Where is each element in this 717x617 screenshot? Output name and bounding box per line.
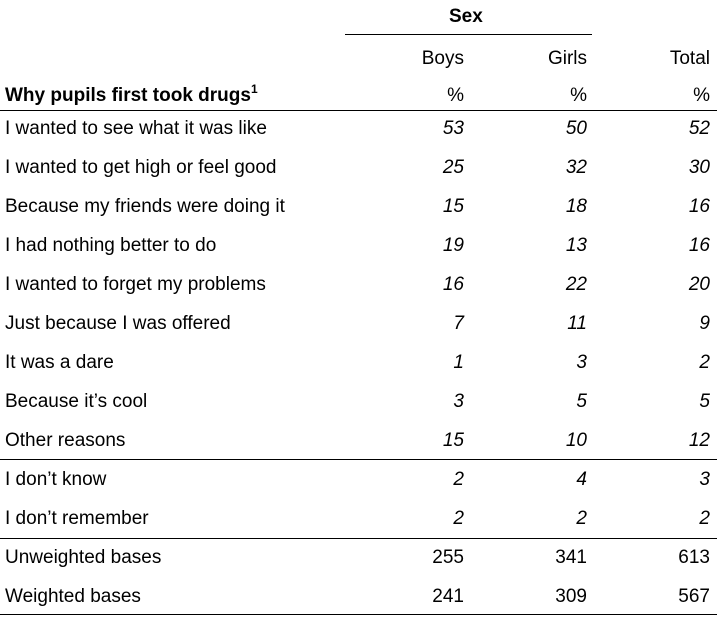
cell-total: 12 xyxy=(688,430,710,451)
section-rule xyxy=(0,459,717,460)
cell-girls: 22 xyxy=(565,274,587,295)
row-label: I wanted to get high or feel good xyxy=(5,157,277,178)
cell-boys: 53 xyxy=(442,118,464,139)
cell-boys: 16 xyxy=(442,274,464,295)
cell-girls: 11 xyxy=(567,313,587,334)
row-label: Just because I was offered xyxy=(5,313,231,334)
base-boys: 255 xyxy=(432,547,464,568)
row-label: I wanted to forget my problems xyxy=(5,274,266,295)
sex-group-header: Sex xyxy=(449,6,483,27)
unit-boys: % xyxy=(447,85,464,106)
row-label: I wanted to see what it was like xyxy=(5,118,267,139)
cell-boys: 7 xyxy=(453,313,464,334)
row-label: Other reasons xyxy=(5,430,126,451)
base-label: Unweighted bases xyxy=(5,547,162,568)
cell-girls: 2 xyxy=(576,508,587,529)
cell-boys: 15 xyxy=(442,196,464,217)
row-label: I had nothing better to do xyxy=(5,235,217,256)
cell-girls: 5 xyxy=(576,391,587,412)
cell-total: 20 xyxy=(688,274,710,295)
base-total: 567 xyxy=(678,586,710,607)
cell-girls: 50 xyxy=(565,118,587,139)
row-label: Because my friends were doing it xyxy=(5,196,285,217)
cell-girls: 18 xyxy=(565,196,587,217)
cell-girls: 13 xyxy=(565,235,587,256)
cell-boys: 1 xyxy=(453,352,464,373)
base-girls: 309 xyxy=(555,586,587,607)
row-label: I don’t know xyxy=(5,469,107,490)
base-total: 613 xyxy=(678,547,710,568)
cell-girls: 3 xyxy=(576,352,587,373)
cell-boys: 19 xyxy=(442,235,464,256)
sex-group-rule xyxy=(345,34,592,35)
col-header-boys: Boys xyxy=(421,48,464,69)
base-boys: 241 xyxy=(432,586,464,607)
cell-boys: 2 xyxy=(453,469,464,490)
cell-total: 2 xyxy=(699,508,710,529)
cell-total: 30 xyxy=(688,157,710,178)
cell-boys: 2 xyxy=(453,508,464,529)
cell-boys: 25 xyxy=(442,157,464,178)
cell-total: 16 xyxy=(688,235,710,256)
cell-boys: 3 xyxy=(453,391,464,412)
col-header-girls: Girls xyxy=(547,48,587,69)
base-girls: 341 xyxy=(555,547,587,568)
col-header-total: Total xyxy=(669,48,710,69)
row-label: It was a dare xyxy=(5,352,114,373)
cell-girls: 10 xyxy=(565,430,587,451)
unit-total: % xyxy=(693,85,710,106)
row-label: I don’t remember xyxy=(5,508,149,529)
header-rule xyxy=(0,110,717,111)
unit-girls: % xyxy=(570,85,587,106)
cell-total: 16 xyxy=(688,196,710,217)
cell-total: 3 xyxy=(699,469,710,490)
row-header xyxy=(5,82,258,107)
cell-girls: 32 xyxy=(565,157,587,178)
footnote-marker: 1 xyxy=(250,82,258,96)
cell-total: 5 xyxy=(699,391,710,412)
cell-total: 2 xyxy=(699,352,710,373)
base-label: Weighted bases xyxy=(5,586,141,607)
cell-girls: 4 xyxy=(576,469,587,490)
row-header-text: Why pupils first took drugs xyxy=(5,85,251,106)
bases-rule xyxy=(0,538,717,539)
cell-total: 52 xyxy=(688,118,710,139)
row-label: Because it’s cool xyxy=(5,391,148,412)
cell-boys: 15 xyxy=(442,430,464,451)
cell-total: 9 xyxy=(699,313,710,334)
table-bottom-rule xyxy=(0,614,717,615)
